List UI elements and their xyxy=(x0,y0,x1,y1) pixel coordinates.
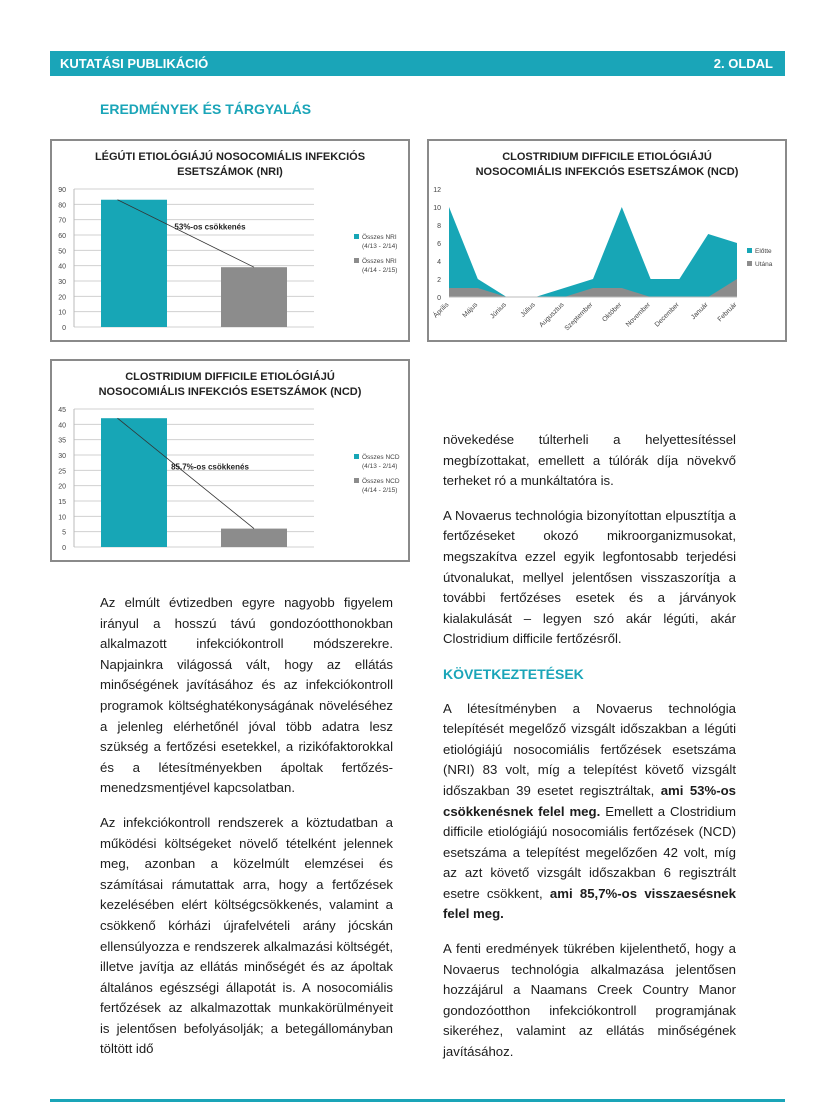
area-series xyxy=(449,207,737,297)
x-tick-label: Szeptember xyxy=(563,301,595,333)
y-tick-label: 50 xyxy=(58,248,66,256)
legend-swatch xyxy=(747,261,752,266)
header-publication-label: KUTATÁSI PUBLIKÁCIÓ xyxy=(60,56,209,71)
left-text-column xyxy=(100,593,393,1074)
results-highlight-nri: ami 53%-os csökkenésnek felel meg. xyxy=(443,782,736,819)
y-tick-label: 0 xyxy=(437,295,441,302)
y-tick-label: 5 xyxy=(62,529,66,537)
y-tick-label: 2 xyxy=(437,277,441,284)
annotation: 53%-os csökkenés xyxy=(174,222,246,232)
y-tick-label: 60 xyxy=(58,233,66,240)
y-tick-label: 0 xyxy=(62,325,66,332)
legend-label: Összes NRI xyxy=(362,258,397,265)
results-text-a: A létesítményben a Novaerus technológia telepítését megelőző vizsgált időszakban a légúti etiológiájú nosocomiális fertőzések esetszáma (NRI) 83 volt, míg a telepítést követő vizsgált időszakban 39 esetet regisztráltak, xyxy=(443,700,736,798)
x-tick-label: Október xyxy=(601,301,624,324)
bar xyxy=(101,418,167,547)
y-tick-label: 4 xyxy=(437,259,441,266)
x-tick-label: Augusztus xyxy=(538,301,566,329)
legend-sublabel: (4/14 - 2/15) xyxy=(362,487,398,494)
y-tick-label: 70 xyxy=(58,217,66,225)
chart-title: CLOSTRIDIUM DIFFICILE ETIOLÓGIÁJÚ xyxy=(502,151,712,163)
y-tick-label: 40 xyxy=(58,422,66,430)
y-tick-label: 90 xyxy=(58,187,66,194)
bar xyxy=(221,267,287,327)
x-tick-label: Július xyxy=(519,301,537,319)
x-tick-label: Június xyxy=(489,301,509,321)
bar xyxy=(221,529,287,547)
y-tick-label: 10 xyxy=(58,309,66,317)
legend-sublabel: (4/14 - 2/15) xyxy=(362,267,398,274)
chart-ncd-monthly xyxy=(427,139,787,342)
x-tick-label: Május xyxy=(461,301,480,320)
chart-ncd-total-svg xyxy=(52,361,408,560)
header-page-number: 2. OLDAL xyxy=(713,56,773,71)
section-title-conclusions: KÖVETKEZTETÉSEK xyxy=(443,665,584,682)
legend-label: Összes NCD xyxy=(362,454,400,461)
y-tick-label: 8 xyxy=(437,223,441,230)
y-tick-label: 25 xyxy=(58,468,66,476)
y-tick-label: 40 xyxy=(58,263,66,271)
y-tick-label: 10 xyxy=(433,205,441,212)
legend-label: Utána xyxy=(755,261,773,268)
x-tick-label: December xyxy=(653,301,681,329)
legend-swatch xyxy=(354,234,359,239)
x-tick-label: November xyxy=(624,301,653,329)
legend-label: Előtte xyxy=(755,248,772,255)
x-tick-label: Április xyxy=(432,301,451,320)
y-tick-label: 6 xyxy=(437,241,441,248)
paragraph: A fenti eredmények tükrében kijelenthető, hogy a Novaerus technológia alkalmazása jelentősen hozzájárul a Naamans Creek Country Manor gondozóotthon infekciókontroll programjának sikeréhez, valamint az ellátás minőségének javításához. xyxy=(443,941,736,1060)
chart-title: CLOSTRIDIUM DIFFICILE ETIOLÓGIÁJÚ xyxy=(125,371,335,383)
y-tick-label: 20 xyxy=(58,483,66,491)
legend-label: Összes NRI xyxy=(362,234,397,241)
legend-swatch xyxy=(354,258,359,263)
annotation: 85.7%-os csökkenés xyxy=(171,462,249,472)
chart-title: LÉGÚTI ETIOLÓGIÁJÚ NOSOCOMIÁLIS INFEKCIÓS xyxy=(94,151,366,163)
paragraph: Az infekciókontroll rendszerek a köztudatban a működési költségeket növelő tételként jelennek meg, azonban a közelmúlt elemzései és számításai rámutattak arra, hogy a fertőzések kezelésében elért költségcsökkenés, valamint a csökkenő kórházi újrafelvételi arány jócskán ellensúlyozza e rendszerek alkalmazási költségét, illetve javítja az ellátás minőségét és az ápoltak általános egészségi állapotát is. A nosocomiális fertőzések az alkalmazottak munkakörülményeit is jelentősen befolyásolják; a betegállományban töltött idő xyxy=(100,814,393,1057)
paragraph: növekedése túlterheli a helyettesítéssel megbízottakat, emellett a túlórák díja növekvő terheket ró a munkáltatóra is. xyxy=(443,432,736,489)
legend-swatch xyxy=(354,454,359,459)
legend-sublabel: (4/13 - 2/14) xyxy=(362,243,398,250)
chart-ncd-monthly-svg xyxy=(429,141,785,340)
x-tick-label: Január xyxy=(689,301,710,322)
chart-nri-svg xyxy=(52,141,408,340)
chart-title: ESETSZÁMOK (NRI) xyxy=(177,166,283,178)
legend-swatch xyxy=(747,248,752,253)
y-tick-label: 20 xyxy=(58,294,66,302)
footer-rule xyxy=(50,1099,785,1102)
y-tick-label: 0 xyxy=(62,545,66,552)
paragraph-results xyxy=(443,699,736,926)
y-tick-label: 30 xyxy=(58,279,66,286)
section-title-results: EREDMÉNYEK ÉS TÁRGYALÁS xyxy=(100,101,312,117)
y-tick-label: 30 xyxy=(58,453,66,460)
y-tick-label: 15 xyxy=(58,499,66,506)
y-tick-label: 45 xyxy=(58,407,66,414)
legend-swatch xyxy=(354,478,359,483)
chart-title: NOSOCOMIÁLIS INFEKCIÓS ESETSZÁMOK (NCD) xyxy=(98,386,362,398)
right-text-column xyxy=(443,430,736,1077)
paragraph: Az elmúlt évtizedben egyre nagyobb figyelem irányul a hosszú távú gondozóotthonokban alkalmazott infekciókontroll módszerekre. Napjainkra világossá vált, hogy az ellátás minőségének javításához és az infekciókontroll programok költséghatékonyságának növeléséhez a jelenleg elérhetőnél jóval több adatra lesz szükség a fertőzési esetekkel, a rizikófaktorokkal és a létesítményekben ápoltak fertőzés-menedzsmentjével kapcsolatban. xyxy=(100,595,393,796)
results-highlight-ncd: ami 85,7%-os visszaesésnek felel meg. xyxy=(443,885,736,922)
legend-label: Összes NCD xyxy=(362,478,400,485)
chart-title: NOSOCOMIÁLIS INFEKCIÓS ESETSZÁMOK (NCD) xyxy=(475,166,739,178)
legend-sublabel: (4/13 - 2/14) xyxy=(362,463,398,470)
chart-nri xyxy=(50,139,410,342)
y-tick-label: 80 xyxy=(58,202,66,210)
bar xyxy=(101,200,167,327)
chart-ncd-total xyxy=(50,359,410,562)
y-tick-label: 12 xyxy=(433,187,441,194)
results-text-c: Emellett a Clostridium difficile etiológiájú nosocomiális fertőzések (NCD) esetszáma a telepítést megelőzően 42 volt, míg az azt követő vizsgált időszakban 6 regisztrált esetre csökkent, xyxy=(443,803,736,901)
y-tick-label: 35 xyxy=(58,437,66,445)
page-header xyxy=(50,51,785,76)
paragraph: A Novaerus technológia bizonyítottan elpusztítja a fertőzéseket okozó mikroorganizmusokat, megszakítva ezzel egyik legfontosabb terjedési útvonalukat, mellyel jelentősen visszaszorítja a további fertőzéses esetek és a járványok kialakulását – legyen szó akár légúti, akár Clostridium difficile fertőzésről. xyxy=(443,507,736,647)
y-tick-label: 10 xyxy=(58,514,66,522)
x-tick-label: Február xyxy=(716,301,739,324)
